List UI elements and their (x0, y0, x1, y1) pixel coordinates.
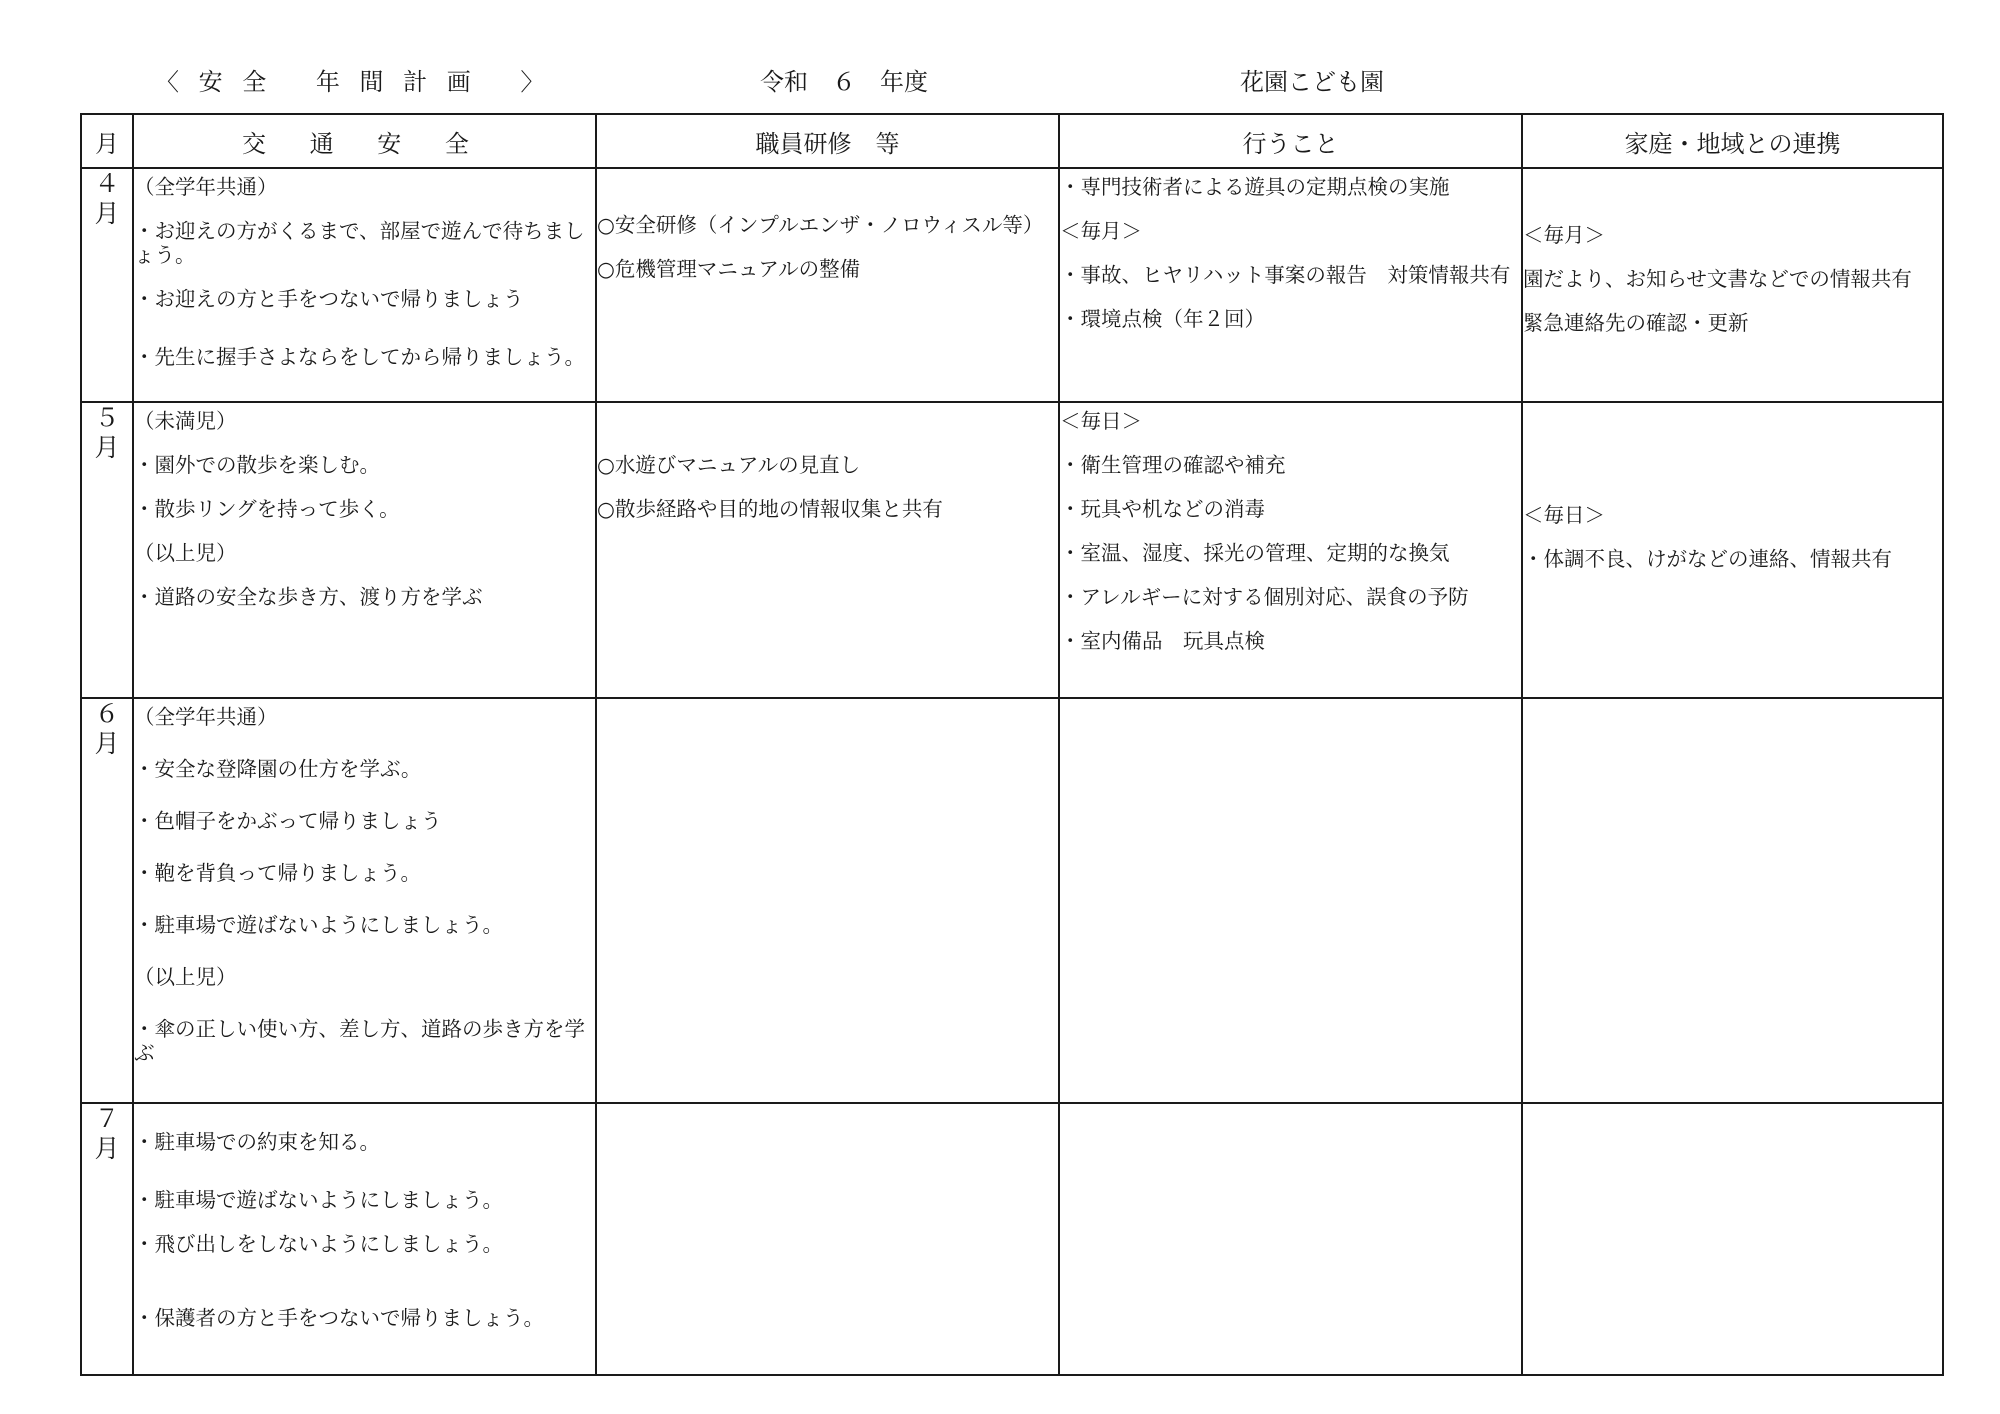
family-community-cell (1522, 698, 1943, 1103)
list-item: ・先生に握手さよならをしてから帰りましょう。 (134, 345, 585, 369)
list-item: ＜毎日＞ (1523, 503, 1605, 527)
list-item: ＜毎月＞ (1060, 219, 1142, 243)
list-item: ・道路の安全な歩き方、渡り方を学ぶ (134, 585, 483, 609)
list-item: ・室内備品 玩具点検 (1060, 629, 1265, 653)
fiscal-year: 令和 ６ 年度 (760, 68, 928, 96)
list-item: ・アレルギーに対する個別対応、誤食の予防 (1060, 585, 1469, 609)
month-unit: 月 (94, 199, 120, 228)
staff-training-cell (596, 402, 1059, 698)
month-cell (81, 402, 133, 698)
list-item: ・衛生管理の確認や補充 (1060, 453, 1286, 477)
column-header-activities: 行うこと (1059, 114, 1522, 168)
list-item: ＜毎日＞ (1060, 409, 1142, 433)
activities-cell (1059, 1103, 1522, 1375)
month-unit: 月 (94, 433, 120, 462)
list-item: ・お迎えの方と手をつないで帰りましょう (134, 287, 524, 311)
month-unit: 月 (94, 1134, 120, 1163)
month-cell (81, 1103, 133, 1375)
table-row (81, 698, 1943, 1103)
list-item: 園だより、お知らせ文書などでの情報共有 (1523, 267, 1912, 291)
list-item: ＜毎月＞ (1523, 223, 1605, 247)
month-number: ５ (94, 403, 120, 432)
traffic-safety-cell (133, 698, 596, 1103)
list-item: ・玩具や机などの消毒 (1060, 497, 1265, 521)
month-cell (81, 698, 133, 1103)
list-item: ○散歩経路や目的地の情報収集と共有 (597, 497, 943, 521)
staff-training-cell (596, 698, 1059, 1103)
table-header-row (81, 114, 1943, 168)
list-item: ・駐車場で遊ばないようにしましょう。 (134, 1188, 503, 1212)
organization-name: 花園こども園 (1240, 68, 1384, 96)
table-row (81, 402, 1943, 698)
list-item: ・散歩リングを持って歩く。 (134, 497, 400, 521)
list-item: （全学年共通） (134, 175, 278, 199)
list-item: （全学年共通） (134, 705, 278, 729)
list-item: 緊急連絡先の確認・更新 (1523, 311, 1749, 335)
list-item: ・傘の正しい使い方、差し方、道路の歩き方を学ぶ (134, 1017, 585, 1065)
column-header-month: 月 (81, 114, 133, 168)
list-item: ・専門技術者による遊具の定期点検の実施 (1060, 175, 1450, 199)
list-item: ○安全研修（インプルエンザ・ノロウィスル等） (597, 213, 1044, 237)
list-item: ○危機管理マニュアルの整備 (597, 257, 861, 281)
list-item: ・体調不良、けがなどの連絡、情報共有 (1523, 547, 1892, 571)
table-row (81, 1103, 1943, 1375)
list-item: ・色帽子をかぶって帰りましょう (134, 809, 442, 833)
list-item: ・園外での散歩を楽しむ。 (134, 453, 380, 477)
list-item: ・飛び出しをしないようにしましょう。 (134, 1232, 503, 1256)
list-item: （以上児） (134, 965, 237, 989)
list-item: （未満児） (134, 409, 237, 433)
traffic-safety-cell (133, 168, 596, 402)
family-community-cell (1522, 168, 1943, 402)
list-item: ・環境点検（年２回） (1060, 307, 1265, 331)
column-header-family-community: 家庭・地域との連携 (1522, 114, 1943, 168)
activities-cell (1059, 402, 1522, 698)
month-number: ６ (94, 699, 120, 728)
month-unit: 月 (94, 729, 120, 758)
family-community-cell (1522, 402, 1943, 698)
staff-training-cell (596, 168, 1059, 402)
list-item: ・駐車場で遊ばないようにしましょう。 (134, 913, 503, 937)
list-item: ・事故、ヒヤリハット事案の報告 対策情報共有 (1060, 263, 1511, 287)
column-header-traffic-safety: 交 通 安 全 (133, 114, 596, 168)
staff-training-cell (596, 1103, 1059, 1375)
list-item: ・室温、湿度、採光の管理、定期的な換気 (1060, 541, 1450, 565)
traffic-safety-cell (133, 402, 596, 698)
list-item: ・お迎えの方がくるまで、部屋で遊んで待ちましょう。 (134, 219, 585, 267)
family-community-cell (1522, 1103, 1943, 1375)
traffic-safety-cell (133, 1103, 596, 1375)
list-item: ・安全な登降園の仕方を学ぶ。 (134, 757, 422, 781)
list-item: ・保護者の方と手をつないで帰りましょう。 (134, 1306, 544, 1330)
page-header (0, 56, 2000, 100)
list-item: ・駐車場での約束を知る。 (134, 1130, 380, 1154)
activities-cell (1059, 698, 1522, 1103)
month-number: ７ (94, 1104, 120, 1133)
plan-title: 〈 安 全 年 間 計 画 〉 (155, 68, 551, 96)
safety-plan-table (80, 113, 1944, 1376)
activities-cell (1059, 168, 1522, 402)
list-item: （以上児） (134, 541, 237, 565)
list-item: ○水遊びマニュアルの見直し (597, 453, 861, 477)
table-row (81, 168, 1943, 402)
month-number: ４ (94, 169, 120, 198)
month-cell (81, 168, 133, 402)
list-item: ・鞄を背負って帰りましょう。 (134, 861, 421, 885)
column-header-staff-training: 職員研修 等 (596, 114, 1059, 168)
